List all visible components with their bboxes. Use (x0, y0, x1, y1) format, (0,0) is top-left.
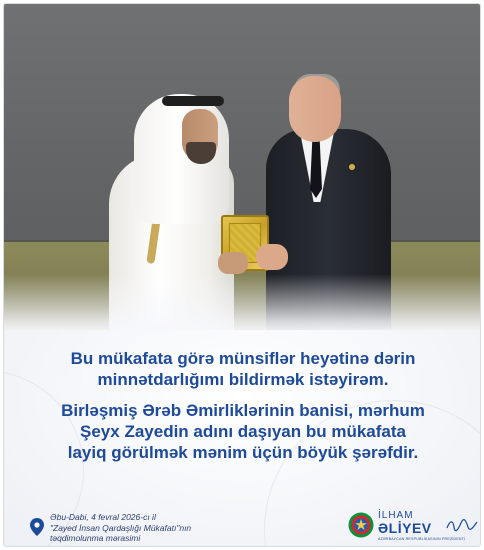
event-caption-line: "Zayed İnsan Qardaşlığı Mükafatı"nın (50, 522, 192, 533)
award-ceremony-photo (4, 4, 481, 330)
event-caption (50, 512, 191, 544)
quote-primary-line: minnətdarlığımı bildirmək istəyirəm. (97, 370, 389, 389)
sheikh-agal (162, 96, 224, 106)
photo-backdrop (4, 4, 481, 244)
quote-secondary-line: Şeyx Zayedin adını daşıyan bu mükafata (80, 422, 406, 441)
photo-fade-overlay (4, 274, 481, 330)
post-footer (4, 508, 481, 547)
post-card (3, 3, 481, 547)
logo-first-name: İLHAM (378, 510, 414, 521)
event-caption-line: Əbu-Dabi, 4 fevral 2026-cı il (50, 512, 156, 522)
president-hand (256, 244, 288, 270)
event-caption-line: təqdimolunma mərasimi (50, 533, 141, 543)
president-lapel-pin (349, 164, 355, 170)
president-logo (348, 508, 478, 546)
president-face (289, 76, 341, 142)
quote-secondary (4, 400, 481, 463)
quote-primary (4, 348, 481, 390)
quote-secondary-line: Birləşmiş Ərəb Əmirliklərinin banisi, mərhum (61, 401, 425, 420)
map-pin-icon (30, 518, 44, 536)
quote-panel (4, 330, 481, 547)
signature-icon (446, 518, 478, 532)
logo-subtitle: AZƏRBAYCAN RESPUBLİKASININ PREZİDENTİ (378, 537, 466, 541)
sheikh-hand (218, 252, 248, 274)
logo-last-name: ƏLİYEV (378, 520, 432, 536)
sheikh-headdress (134, 94, 229, 224)
quote-secondary-line: layiq görülmək mənim üçün böyük şərəfdir. (67, 443, 419, 462)
azerbaijan-emblem-icon (348, 512, 374, 538)
quote-primary-line: Bu mükafata görə münsiflər heyətinə dərin (70, 349, 416, 368)
